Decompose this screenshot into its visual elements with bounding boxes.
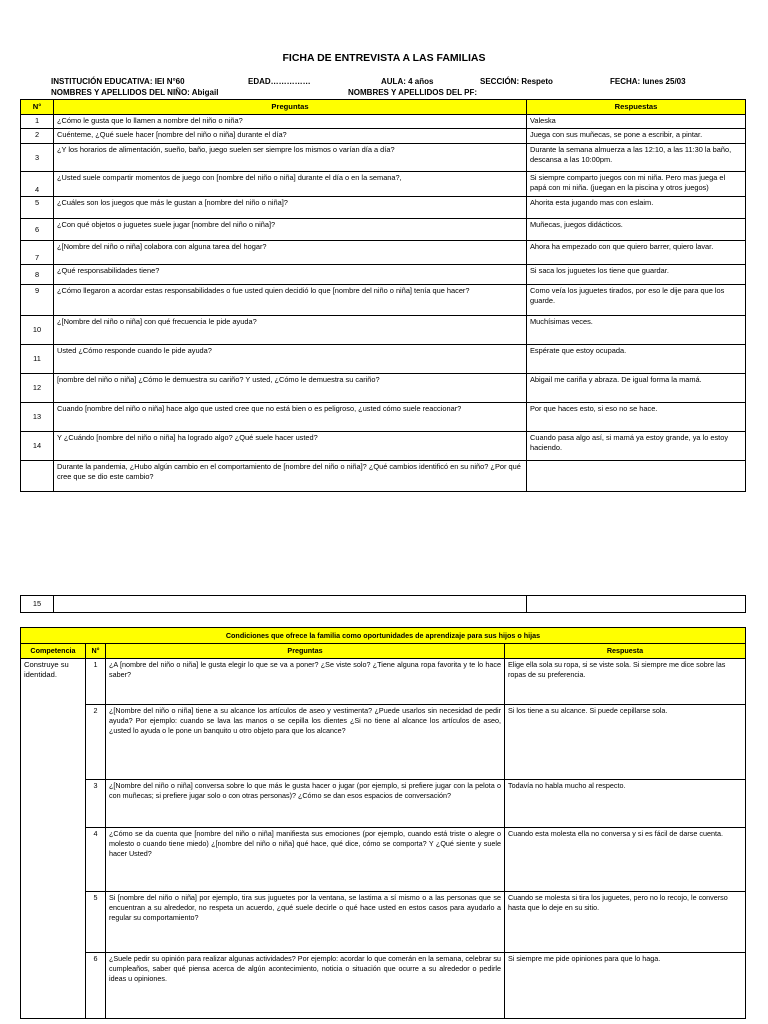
row-question: ¿Cómo llegaron a acordar estas responsabilidades o fue usted quien decidió lo que [nombre del niño o niña] tenía que hacer? xyxy=(54,285,527,316)
table-row xyxy=(21,705,746,780)
row-question: ¿Suele pedir su opinión para realizar algunas actividades? Por ejemplo: acordar lo que comerán en la semana, celebrar su cumpleaños, saber qué piensa acerca de algún acontecimiento, noticia o situación que ocurre a su alrededor o pedirle ideas u opiniones. xyxy=(106,953,505,1019)
table-row xyxy=(21,828,746,892)
row-question: ¿[Nombre del niño o niña] con qué frecuencia le pide ayuda? xyxy=(54,316,527,345)
row-question: ¿[Nombre del niño o niña] colabora con alguna tarea del hogar? xyxy=(54,241,527,265)
table-row xyxy=(21,197,746,219)
row-answer: Como veía los juguetes tirados, por eso le dije para que los guarde. xyxy=(527,285,746,316)
row-answer: Todavía no habla mucho al respecto. xyxy=(505,780,746,828)
row-answer: Cuando pasa algo así, si mamá ya estoy grande, ya lo estoy haciendo. xyxy=(527,432,746,461)
institution-field: INSTITUCIÓN EDUCATIVA: IEI N°60 xyxy=(51,77,185,86)
row-number: 5 xyxy=(21,197,54,219)
row-answer: Ahora ha empezado con que quiero barrer, quiero lavar. xyxy=(527,241,746,265)
row-question: Cuénteme, ¿Qué suele hacer [nombre del niño o niña] durante el día? xyxy=(54,129,527,144)
table-row xyxy=(21,432,746,461)
row-number: 7 xyxy=(21,241,54,265)
row-answer: Juega con sus muñecas, se pone a escribir, a pintar. xyxy=(527,129,746,144)
row-answer: Abigail me cariña y abraza. De igual forma la mamá. xyxy=(527,374,746,403)
table-header-row xyxy=(21,100,746,115)
interview-table xyxy=(20,99,746,492)
age-field: EDAD…………… xyxy=(248,77,311,86)
row-question: ¿Qué responsabilidades tiene? xyxy=(54,265,527,285)
table-row xyxy=(21,172,746,197)
table-row xyxy=(21,144,746,172)
row-number: 2 xyxy=(21,129,54,144)
table-row xyxy=(21,316,746,345)
table-row xyxy=(21,285,746,316)
row-answer xyxy=(527,461,746,492)
row-number: 9 xyxy=(21,285,54,316)
conditions-title-row xyxy=(21,628,746,644)
row-question: [nombre del niño o niña] ¿Cómo le demuestra su cariño? Y usted, ¿Cómo le demuestra su cariño? xyxy=(54,374,527,403)
row-number: 15 xyxy=(21,596,54,613)
header-answer: Respuesta xyxy=(505,644,746,659)
table-row xyxy=(21,265,746,285)
row-question: ¿[Nombre del niño o niña] conversa sobre lo que más le gusta hacer o jugar (por ejemplo, si prefiere jugar con la pelota o con muñecas; si prefiere jugar solo o con otras personas)? ¿Cómo se dan esos espacios de conversación? xyxy=(106,780,505,828)
table-row xyxy=(21,241,746,265)
row-question: ¿Cuáles son los juegos que más le gustan a [nombre del niño o niña]? xyxy=(54,197,527,219)
row-number: 12 xyxy=(21,374,54,403)
conditions-header-row xyxy=(21,644,746,659)
row-question: ¿[Nombre del niño o niña] tiene a su alcance los artículos de aseo y vestimenta? ¿Puede usarlos sin necesidad de pedir ayuda? Por ejemplo: cuando se lava las manos o se cepilla los dientes ¿Si no tiene al alcance los artículos de aseo, ¿usted lo ayuda o le pone un banquito u otro objeto para que los alcance? xyxy=(106,705,505,780)
row-answer: Por que haces esto, si eso no se hace. xyxy=(527,403,746,432)
row-number xyxy=(21,461,54,492)
competency-cell: Construye su identidad. xyxy=(21,659,86,1019)
table-row xyxy=(21,461,746,492)
row-number: 3 xyxy=(86,780,106,828)
row-answer: Valeska xyxy=(527,115,746,129)
row-question: Usted ¿Cómo responde cuando le pide ayuda? xyxy=(54,345,527,374)
row-question: ¿Con qué objetos o juguetes suele jugar [nombre del niño o niña]? xyxy=(54,219,527,241)
row-number: 1 xyxy=(86,659,106,705)
table-row xyxy=(21,374,746,403)
table-row xyxy=(21,659,746,705)
table-row xyxy=(21,892,746,953)
header-questions: Preguntas xyxy=(106,644,505,659)
row-answer xyxy=(527,596,746,613)
row-question: ¿Y los horarios de alimentación, sueño, baño, juego suelen ser siempre los mismos o varían día a día? xyxy=(54,144,527,172)
row-question: Durante la pandemia, ¿Hubo algún cambio en el comportamiento de [nombre del niño o niña]? ¿Qué cambios identificó en su niño? ¿Por qué cree que se dio este cambio? xyxy=(54,461,527,492)
row-number: 5 xyxy=(86,892,106,953)
conditions-table xyxy=(20,627,746,1019)
document-title: FICHA DE ENTREVISTA A LAS FAMILIAS xyxy=(282,52,486,64)
row-number: 10 xyxy=(21,316,54,345)
row-number: 13 xyxy=(21,403,54,432)
table-row xyxy=(21,345,746,374)
row-answer: Ahorita esta jugando mas con eslaim. xyxy=(527,197,746,219)
table-row xyxy=(21,953,746,1019)
table-row xyxy=(21,780,746,828)
row-number: 1 xyxy=(21,115,54,129)
row-answer: Si siempre me pide opiniones para que lo haga. xyxy=(505,953,746,1019)
row-answer: Espérate que estoy ocupada. xyxy=(527,345,746,374)
row-question: ¿Cómo se da cuenta que [nombre del niño o niña] manifiesta sus emociones (por ejemplo, cuando está triste o alegre o molesto o cuando tiene miedo) ¿[nombre del niño o niña] qué hace, qué dice, cómo se comporta? Y ¿Qué siente y suele hacer Usted? xyxy=(106,828,505,892)
row-answer: Cuando se molesta si tira los juguetes, pero no lo recojo, le converso hasta que lo deje en su sitio. xyxy=(505,892,746,953)
header-number: N° xyxy=(21,100,54,115)
row-question: ¿Cómo le gusta que lo llamen a nombre del niño o niña? xyxy=(54,115,527,129)
row-answer: Si saca los juguetes los tiene que guardar. xyxy=(527,265,746,285)
row-answer: Muñecas, juegos didácticos. xyxy=(527,219,746,241)
table-row xyxy=(21,129,746,144)
row-question: ¿A [nombre del niño o niña] le gusta elegir lo que se va a poner? ¿Se viste solo? ¿Tiene alguna ropa favorita y te lo hace saber? xyxy=(106,659,505,705)
row-number: 4 xyxy=(86,828,106,892)
header-questions: Preguntas xyxy=(54,100,527,115)
date-field: FECHA: lunes 25/03 xyxy=(610,77,686,86)
row-question: Cuando [nombre del niño o niña] hace algo que usted cree que no está bien o es peligroso, ¿usted cómo suele reaccionar? xyxy=(54,403,527,432)
classroom-field: AULA: 4 años xyxy=(381,77,434,86)
table-row xyxy=(21,403,746,432)
row-number: 8 xyxy=(21,265,54,285)
row-number: 3 xyxy=(21,144,54,172)
row-number: 4 xyxy=(21,172,54,197)
pf-name-field: NOMBRES Y APELLIDOS DEL PF: xyxy=(348,88,478,97)
table-row xyxy=(21,596,746,613)
row-answer: Si los tiene a su alcance. Si puede cepillarse sola. xyxy=(505,705,746,780)
row-question: ¿Usted suele compartir momentos de juego con [nombre del niño o niña] durante el día o en la semana?, xyxy=(54,172,527,197)
row-question: Y ¿Cuándo [nombre del niño o niña] ha logrado algo? ¿Qué suele hacer usted? xyxy=(54,432,527,461)
header-number: N° xyxy=(86,644,106,659)
row-answer: Cuando esta molesta ella no conversa y si es fácil de darse cuenta. xyxy=(505,828,746,892)
table-row xyxy=(21,115,746,129)
header-competency: Competencia xyxy=(21,644,86,659)
child-name-field: NOMBRES Y APELLIDOS DEL NIÑO: Abigail xyxy=(51,88,219,97)
row-question: Si [nombre del niño o niña] por ejemplo, tira sus juguetes por la ventana, se lastima a sí mismo o a las personas que se encuentran a su alrededor, no respeta un acuerdo, ¿qué suele decirle o qué hace usted en estos casos para ayudarlo a regular su comportamiento? xyxy=(106,892,505,953)
row-number: 6 xyxy=(21,219,54,241)
row-answer: Durante la semana almuerza a las 12:10, a las 11:30 la baño, descansa a las 10:00pm. xyxy=(527,144,746,172)
section-field: SECCIÓN: Respeto xyxy=(480,77,553,86)
row-number: 6 xyxy=(86,953,106,1019)
header-answers: Respuestas xyxy=(527,100,746,115)
row-answer: Muchísimas veces. xyxy=(527,316,746,345)
row-answer: Si siempre comparto juegos con mi niña. Pero mas juega el papá con mi niña. (juegan en la piscina y otros juegos) xyxy=(527,172,746,197)
row-number: 2 xyxy=(86,705,106,780)
row-question xyxy=(54,596,527,613)
conditions-title: Condiciones que ofrece la familia como oportunidades de aprendizaje para sus hijos o hijas xyxy=(21,628,746,644)
row-number: 14 xyxy=(21,432,54,461)
row-number: 11 xyxy=(21,345,54,374)
table-row xyxy=(21,219,746,241)
row-answer: Elige ella sola su ropa, si se viste sola. Si siempre me dice sobre las ropas de su preferencia. xyxy=(505,659,746,705)
continuation-table xyxy=(20,595,746,613)
